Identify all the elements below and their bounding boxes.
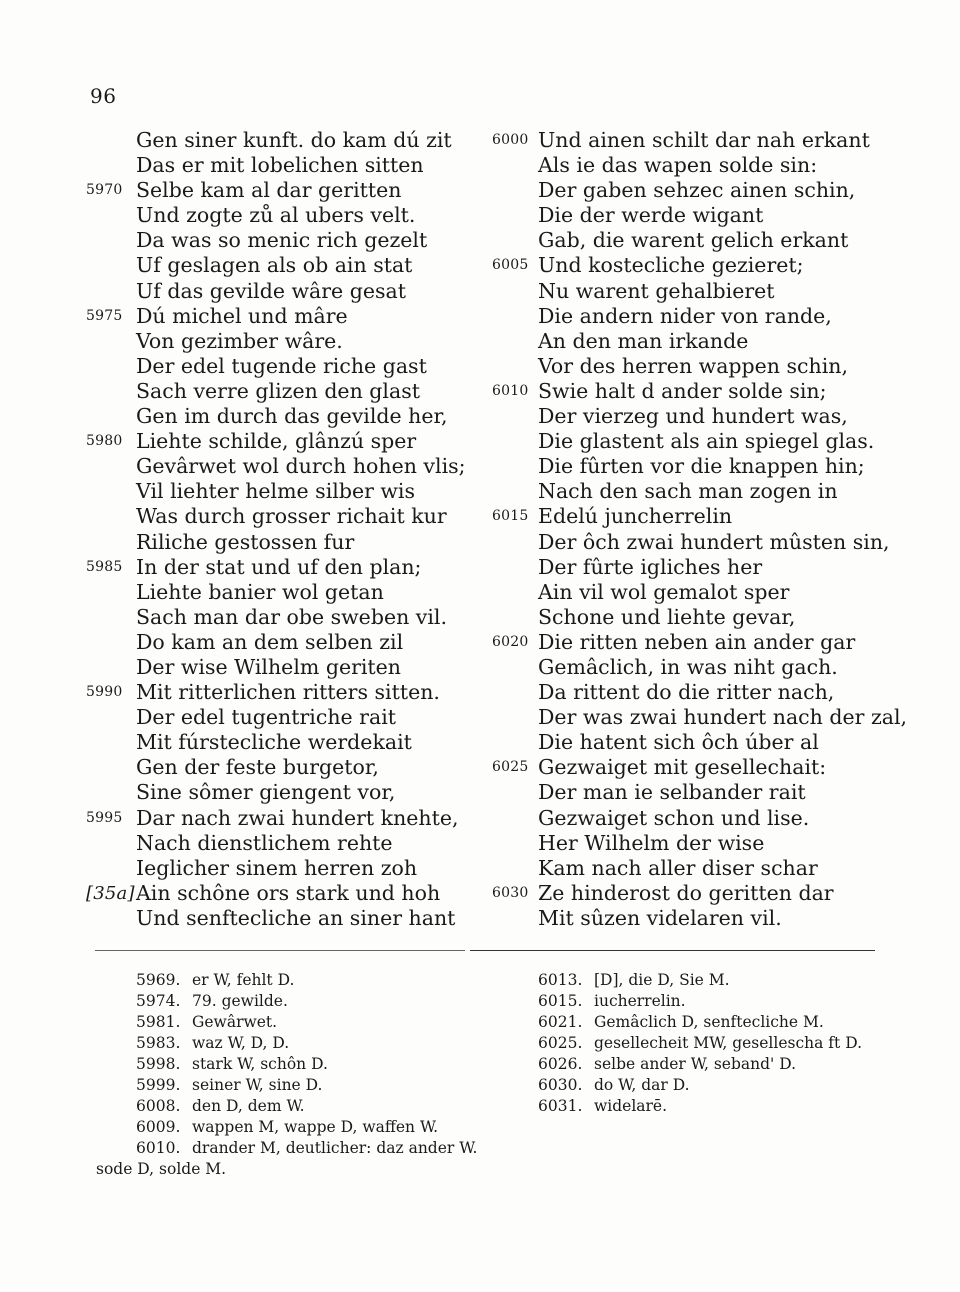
verse-text: Die andern nider von rande, <box>538 303 832 328</box>
verse-text: Ain schône ors stark und hoh <box>136 880 441 905</box>
footnote-number: 6021. <box>538 1013 583 1031</box>
verse-line <box>492 881 892 906</box>
line-number: 5980 <box>86 433 123 450</box>
footnote-number: 5969. <box>136 971 181 989</box>
verse-line <box>492 655 892 680</box>
verse-text: Der fûrte igliches her <box>538 554 763 579</box>
footnote-number: 6010. <box>136 1139 181 1157</box>
verse-line <box>492 203 892 228</box>
verse-text: Dú michel und mâre <box>136 303 348 328</box>
footnote-number: 5974. <box>136 992 181 1010</box>
line-number: 5985 <box>86 558 123 575</box>
footnote <box>96 991 496 1012</box>
verse-text: Ieglicher sinem herren zoh <box>136 855 418 880</box>
verse-text: In der stat und uf den plan; <box>136 554 422 579</box>
verse-text: Gezwaiget schon und lise. <box>538 805 810 830</box>
footnote-text: do W, dar D. <box>594 1076 690 1094</box>
footnote <box>96 1138 496 1159</box>
verse-line <box>86 304 486 329</box>
verse-text: Selbe kam al dar geritten <box>136 178 402 203</box>
footnote-text: widelarē. <box>594 1097 668 1115</box>
verse-line <box>86 906 486 931</box>
verse-text: Die fûrten vor die knappen hin; <box>538 454 865 479</box>
footnote-number: 6009. <box>136 1118 181 1136</box>
verse-text: Der man ie selbander rait <box>538 780 806 805</box>
verse-line <box>492 831 892 856</box>
verse-line <box>492 630 892 655</box>
verse-text: Und ainen schilt dar nah erkant <box>538 128 870 152</box>
verse-text: Nach den sach man zogen in <box>538 479 838 504</box>
verse-line <box>492 705 908 730</box>
verse-text: Sine sômer giengent vor, <box>136 780 396 805</box>
verse-column-right <box>492 128 908 931</box>
verse-text: Uf das gevilde wâre gesat <box>136 278 406 303</box>
verse-text: Sach verre glizen den glast <box>136 378 420 403</box>
verse-line <box>492 580 892 605</box>
footnote <box>96 1075 496 1096</box>
footnote-text: [D], die D, Sie M. <box>594 971 730 989</box>
verse-line <box>492 354 892 379</box>
footnote <box>96 1033 496 1054</box>
verse-text: Der wise Wilhelm geriten <box>136 654 402 679</box>
verse-text: Und zogte zů al ubers velt. <box>136 203 416 228</box>
verse-text: Edelú juncherrelin <box>538 504 733 529</box>
footnote-continuation: sode D, solde M. <box>96 1160 227 1178</box>
verse-line <box>492 429 892 454</box>
verse-line <box>86 479 486 504</box>
verse-line <box>86 454 486 479</box>
footnote-text: selbe ander W, seband' D. <box>594 1055 797 1073</box>
footnote <box>96 1117 496 1138</box>
footnote-number: 5999. <box>136 1076 181 1094</box>
verse-text: Da rittent do die ritter nach, <box>538 680 835 705</box>
verse-text: Als ie das wapen solde sin: <box>538 153 818 178</box>
verse-text: Die ritten neben ain ander gar <box>538 629 856 654</box>
footnote <box>538 1054 878 1075</box>
verse-text: Was durch grosser richait kur <box>136 504 447 529</box>
verse-text: Dar nach zwai hundert knehte, <box>136 805 459 830</box>
verse-line <box>492 906 892 931</box>
verse-column-left <box>86 128 486 931</box>
verse-text: Mit sûzen videlaren vil. <box>538 905 782 930</box>
footnote-number: 6015. <box>538 992 583 1010</box>
line-number: [35a] <box>86 882 135 904</box>
verse-line <box>492 530 892 555</box>
line-number: 5975 <box>86 307 123 324</box>
verse-text: Uf geslagen als ob ain stat <box>136 253 413 278</box>
verse-text: Mit ritterlichen ritters sitten. <box>136 680 440 705</box>
verse-line <box>492 856 892 881</box>
verse-text: Ze hinderost do geritten dar <box>538 880 834 905</box>
verse-text: Das er mit lobelichen sitten <box>136 153 424 178</box>
verse-line <box>86 178 486 203</box>
footnote-number: 5981. <box>136 1013 181 1031</box>
line-number: 5995 <box>86 809 123 826</box>
verse-text: Kam nach aller diser schar <box>538 855 818 880</box>
verse-text: Schone und liehte gevar, <box>538 604 796 629</box>
footnote-number: 6025. <box>538 1034 583 1052</box>
line-number: 6030 <box>492 884 529 901</box>
verse-text: Nach dienstlichem rehte <box>136 830 393 855</box>
verse-line <box>86 755 486 780</box>
verse-text: Vil liehter helme silber wis <box>136 479 416 504</box>
verse-line <box>492 228 892 253</box>
verse-line <box>492 605 892 630</box>
verse-line <box>492 253 892 278</box>
footnote <box>96 1054 496 1075</box>
verse-line <box>86 354 486 379</box>
verse-line <box>492 178 892 203</box>
footnote-number: 6026. <box>538 1055 583 1073</box>
footnotes-right <box>538 970 878 1117</box>
verse-text: Liehte banier wol getan <box>136 579 384 604</box>
line-number: 6005 <box>492 257 529 274</box>
verse-line <box>86 705 486 730</box>
verse-text: Swie halt d ander solde sin; <box>538 378 827 403</box>
verse-line <box>492 379 892 404</box>
line-number: 6010 <box>492 382 529 399</box>
verse-text: Vor des herren wappen schin, <box>538 353 849 378</box>
footnote <box>96 1012 496 1033</box>
verse-line <box>492 279 892 304</box>
verse-text: Und kostecliche gezieret; <box>538 253 804 278</box>
footnote-text: den D, dem W. <box>192 1097 305 1115</box>
verse-line <box>86 404 486 429</box>
footnote-number: 6008. <box>136 1097 181 1115</box>
verse-text: Gevârwet wol durch hohen vlis; <box>136 454 466 479</box>
verse-text: Mit fúrstecliche werdekait <box>136 730 412 755</box>
verse-line <box>86 655 486 680</box>
footnote-text: Gemâclich D, senftecliche M. <box>594 1013 824 1031</box>
footnote <box>96 970 496 991</box>
verse-text: Gen im durch das gevilde her, <box>136 404 448 429</box>
verse-line <box>86 379 486 404</box>
verse-line <box>492 128 892 153</box>
footnote-text: waz W, D, D. <box>192 1034 290 1052</box>
verse-line <box>86 881 486 906</box>
footnote <box>538 1012 878 1033</box>
verse-line <box>86 530 486 555</box>
verse-line <box>492 404 892 429</box>
verse-text: Gab, die warent gelich erkant <box>538 228 849 253</box>
verse-text: Und senftecliche an siner hant <box>136 905 456 930</box>
verse-line <box>492 680 892 705</box>
verse-text: Der gaben sehzec ainen schin, <box>538 178 856 203</box>
footnote-number: 5998. <box>136 1055 181 1073</box>
verse-line <box>492 806 892 831</box>
verse-line <box>492 479 892 504</box>
verse-text: Da was so menic rich gezelt <box>136 228 428 253</box>
verse-line <box>86 806 486 831</box>
footnote <box>538 1033 878 1054</box>
verse-text: Die der werde wigant <box>538 203 764 228</box>
verse-line <box>86 780 486 805</box>
footnote-text: er W, fehlt D. <box>192 971 295 989</box>
verse-text: Die glastent als ain spiegel glas. <box>538 429 875 454</box>
verse-line <box>86 605 486 630</box>
verse-line <box>492 504 892 529</box>
footnote-text: iucherrelin. <box>594 992 686 1010</box>
verse-line <box>86 279 486 304</box>
footnote-rule-right <box>470 950 875 951</box>
verse-line <box>86 128 486 153</box>
verse-line <box>492 329 892 354</box>
verse-text: Liehte schilde, glânzú sper <box>136 429 417 454</box>
footnote <box>538 970 878 991</box>
line-number: 6000 <box>492 132 529 148</box>
verse-text: Der ôch zwai hundert mûsten sin, <box>538 529 890 554</box>
footnote <box>538 1075 878 1096</box>
verse-line <box>86 429 486 454</box>
footnote <box>96 1096 496 1117</box>
verse-line <box>86 831 486 856</box>
line-number: 6020 <box>492 633 529 650</box>
footnote-text: Gewârwet. <box>192 1013 278 1031</box>
verse-text: Her Wilhelm der wise <box>538 830 765 855</box>
page-number: 96 <box>90 84 117 108</box>
verse-line <box>86 253 486 278</box>
verse-text: Gemâclich, in was niht gach. <box>538 654 838 679</box>
verse-line <box>492 780 892 805</box>
verse-text: Ain vil wol gemalot sper <box>538 579 790 604</box>
verse-text: Der vierzeg und hundert was, <box>538 404 848 429</box>
verse-line <box>86 730 486 755</box>
verse-line <box>492 454 892 479</box>
verse-text: Der edel tugende riche gast <box>136 353 427 378</box>
footnote <box>538 1096 878 1117</box>
verse-text: Sach man dar obe sweben vil. <box>136 604 448 629</box>
footnote <box>538 991 878 1012</box>
line-number: 5970 <box>86 182 123 199</box>
verse-text: Riliche gestossen fur <box>136 529 355 554</box>
footnote-text: wappen M, wappe D, waffen W. <box>192 1118 439 1136</box>
verse-line <box>86 203 486 228</box>
verse-line <box>86 580 486 605</box>
footnote-rule-left <box>95 950 465 951</box>
verse-text: Do kam an dem selben zil <box>136 629 404 654</box>
verse-text: Gezwaiget mit gesellechait: <box>538 755 827 780</box>
footnote-number: 6030. <box>538 1076 583 1094</box>
verse-text: Gen der feste burgetor, <box>136 755 379 780</box>
verse-text: Der was zwai hundert nach der zal, <box>538 705 908 730</box>
verse-line <box>86 680 486 705</box>
verse-line <box>86 153 486 178</box>
footnote-text: drander M, deutlicher: daz ander W. <box>192 1139 478 1157</box>
verse-line <box>86 856 486 881</box>
line-number: 6015 <box>492 508 529 525</box>
line-number: 5990 <box>86 684 123 701</box>
footnote-text: seiner W, sine D. <box>192 1076 323 1094</box>
verse-line <box>86 228 486 253</box>
line-number: 6025 <box>492 759 529 776</box>
verse-text: Der edel tugentriche rait <box>136 705 396 730</box>
verse-line <box>492 755 892 780</box>
footnotes-left <box>96 970 496 1180</box>
verse-line <box>86 555 486 580</box>
verse-text: An den man irkande <box>538 328 749 353</box>
verse-text: Die hatent sich ôch úber al <box>538 730 819 755</box>
footnote-text: stark W, schôn D. <box>192 1055 328 1073</box>
verse-line <box>492 153 892 178</box>
footnote-number: 5983. <box>136 1034 181 1052</box>
footnote-text: 79. gewilde. <box>192 992 288 1010</box>
verse-line <box>86 329 486 354</box>
verse-line <box>86 504 486 529</box>
verse-line <box>86 630 486 655</box>
verse-text: Nu warent gehalbieret <box>538 278 775 303</box>
verse-text: Von gezimber wâre. <box>136 328 343 353</box>
verse-line <box>492 555 892 580</box>
footnote-number: 6013. <box>538 971 583 989</box>
verse-line <box>492 304 892 329</box>
verse-line <box>492 730 892 755</box>
footnote-text: gesellecheit MW, gesellescha ft D. <box>594 1034 862 1052</box>
verse-text: Gen siner kunft. do kam dú zit <box>136 128 452 152</box>
footnote-number: 6031. <box>538 1097 583 1115</box>
